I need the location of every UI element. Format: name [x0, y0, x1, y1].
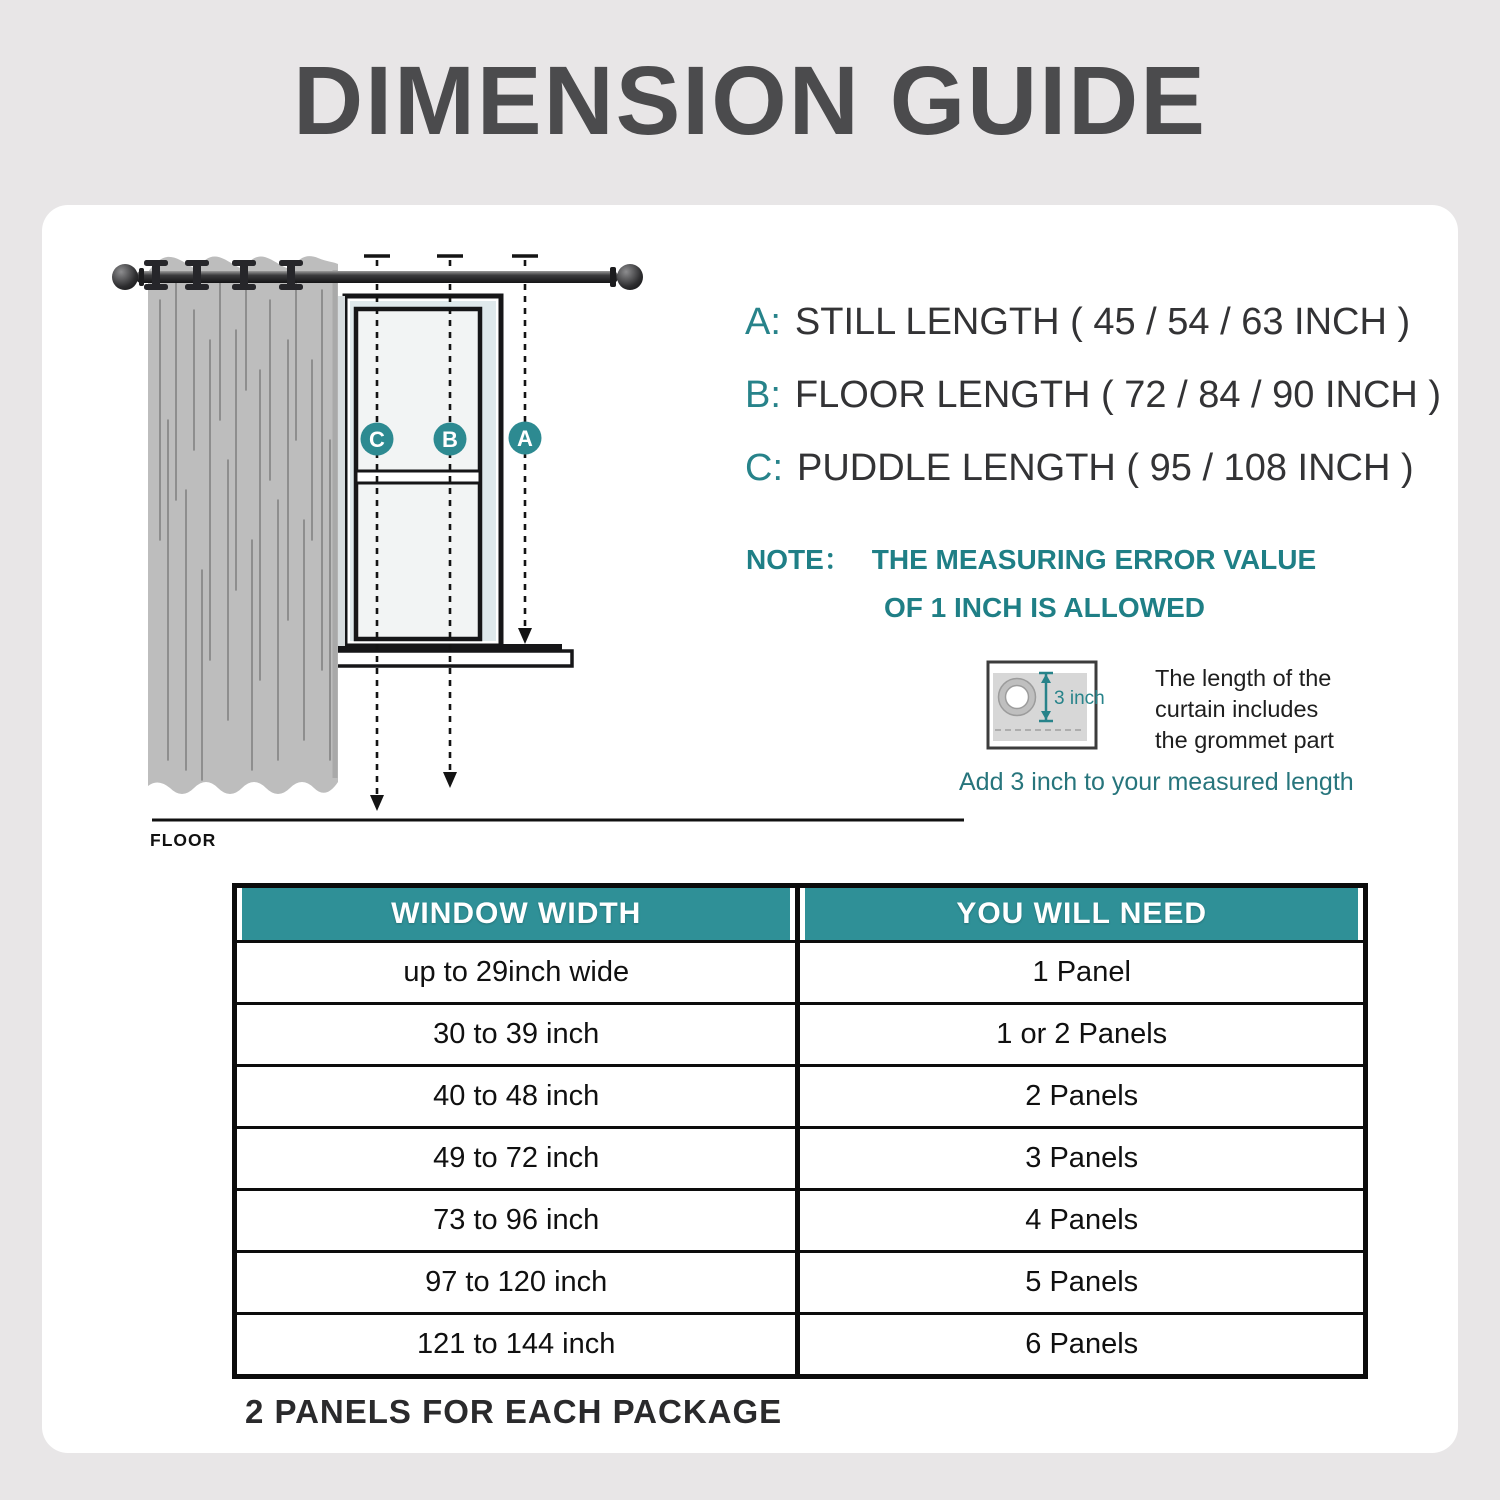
window-width-cell: 40 to 48 inch [235, 1066, 798, 1128]
window-width-cell: up to 29inch wide [235, 942, 798, 1004]
table-header-window-width: WINDOW WIDTH [235, 886, 798, 942]
panels-needed-cell: 1 or 2 Panels [798, 1004, 1366, 1066]
grommet-description-line: the grommet part [1155, 727, 1334, 753]
spec-puddle-length-prefix: C: [745, 447, 783, 489]
window-width-cell: 121 to 144 inch [235, 1314, 798, 1377]
table-row [235, 1004, 1366, 1066]
window-width-cell: 97 to 120 inch [235, 1252, 798, 1314]
table-header-you-will-need: YOU WILL NEED [798, 886, 1366, 942]
spec-still-length [745, 298, 1410, 346]
spec-floor-length-prefix: B: [745, 374, 781, 416]
grommet-description-line: The length of the [1155, 665, 1332, 691]
measure-badges [361, 422, 542, 456]
panels-needed-cell: 2 Panels [798, 1066, 1366, 1128]
note-line1 [746, 541, 1316, 579]
panels-needed-cell: 6 Panels [798, 1314, 1366, 1377]
spec-floor-length [745, 371, 1441, 419]
table-row [235, 942, 1366, 1004]
table-header-row [235, 886, 1366, 942]
window-width-cell: 49 to 72 inch [235, 1128, 798, 1190]
grommet-description-line: curtain includes [1155, 696, 1319, 722]
window-mid-rail [356, 471, 480, 483]
spec-still-length-text: STILL LENGTH ( 45 / 54 / 63 INCH ) [794, 301, 1411, 343]
panels-needed-cell: 5 Panels [798, 1252, 1366, 1314]
spec-puddle-length-text: PUDDLE LENGTH ( 95 / 108 INCH ) [797, 447, 1414, 489]
table-row [235, 1252, 1366, 1314]
rod-finial-left [112, 264, 138, 290]
spec-floor-length-text: FLOOR LENGTH ( 72 / 84 / 90 INCH ) [794, 374, 1442, 416]
grommet-length-inset [986, 660, 1151, 752]
grommet-tip: Add 3 inch to your measured length [959, 768, 1354, 796]
floor-label: FLOOR [150, 830, 217, 850]
window-width-cell: 73 to 96 inch [235, 1190, 798, 1252]
measure-badge-b-label: B [442, 427, 458, 452]
table-row [235, 1190, 1366, 1252]
panels-needed-cell: 4 Panels [798, 1190, 1366, 1252]
grommet-ring [1002, 682, 1032, 712]
panels-needed-cell: 3 Panels [798, 1128, 1366, 1190]
measure-badge-a-label: A [517, 426, 533, 451]
page-title: DIMENSION GUIDE [293, 46, 1207, 155]
rod-finial-right [617, 264, 643, 290]
three-inch-label: 3 inch [1054, 688, 1105, 709]
package-footnote: 2 PANELS FOR EACH PACKAGE [245, 1393, 783, 1430]
measure-arrow-c [370, 795, 384, 811]
measure-badge-c-label: C [369, 427, 385, 452]
content-card [42, 205, 1458, 1453]
spec-still-length-prefix: A: [745, 301, 781, 343]
note-label: NOTE： [746, 544, 852, 575]
measure-arrow-a [518, 628, 532, 644]
window [332, 296, 572, 666]
rod-bar [136, 271, 618, 283]
table-row [235, 1314, 1366, 1377]
curtain-panel [148, 256, 338, 794]
window-width-cell: 30 to 39 inch [235, 1004, 798, 1066]
spec-puddle-length [745, 444, 1414, 492]
window-sill [332, 651, 572, 666]
note-text1: THE MEASURING ERROR VALUE [871, 544, 1317, 575]
rod-end-disc-right [610, 267, 616, 287]
note-line2: OF 1 INCH IS ALLOWED [884, 592, 1205, 623]
panels-needed-table [232, 883, 1368, 1379]
table-row [235, 1128, 1366, 1190]
rod-end-disc-left [139, 268, 144, 286]
panels-needed-cell: 1 Panel [798, 942, 1366, 1004]
table-row [235, 1066, 1366, 1128]
curtain-shadow [338, 296, 345, 646]
measure-arrow-b [443, 772, 457, 788]
grommet-description [1155, 663, 1334, 756]
